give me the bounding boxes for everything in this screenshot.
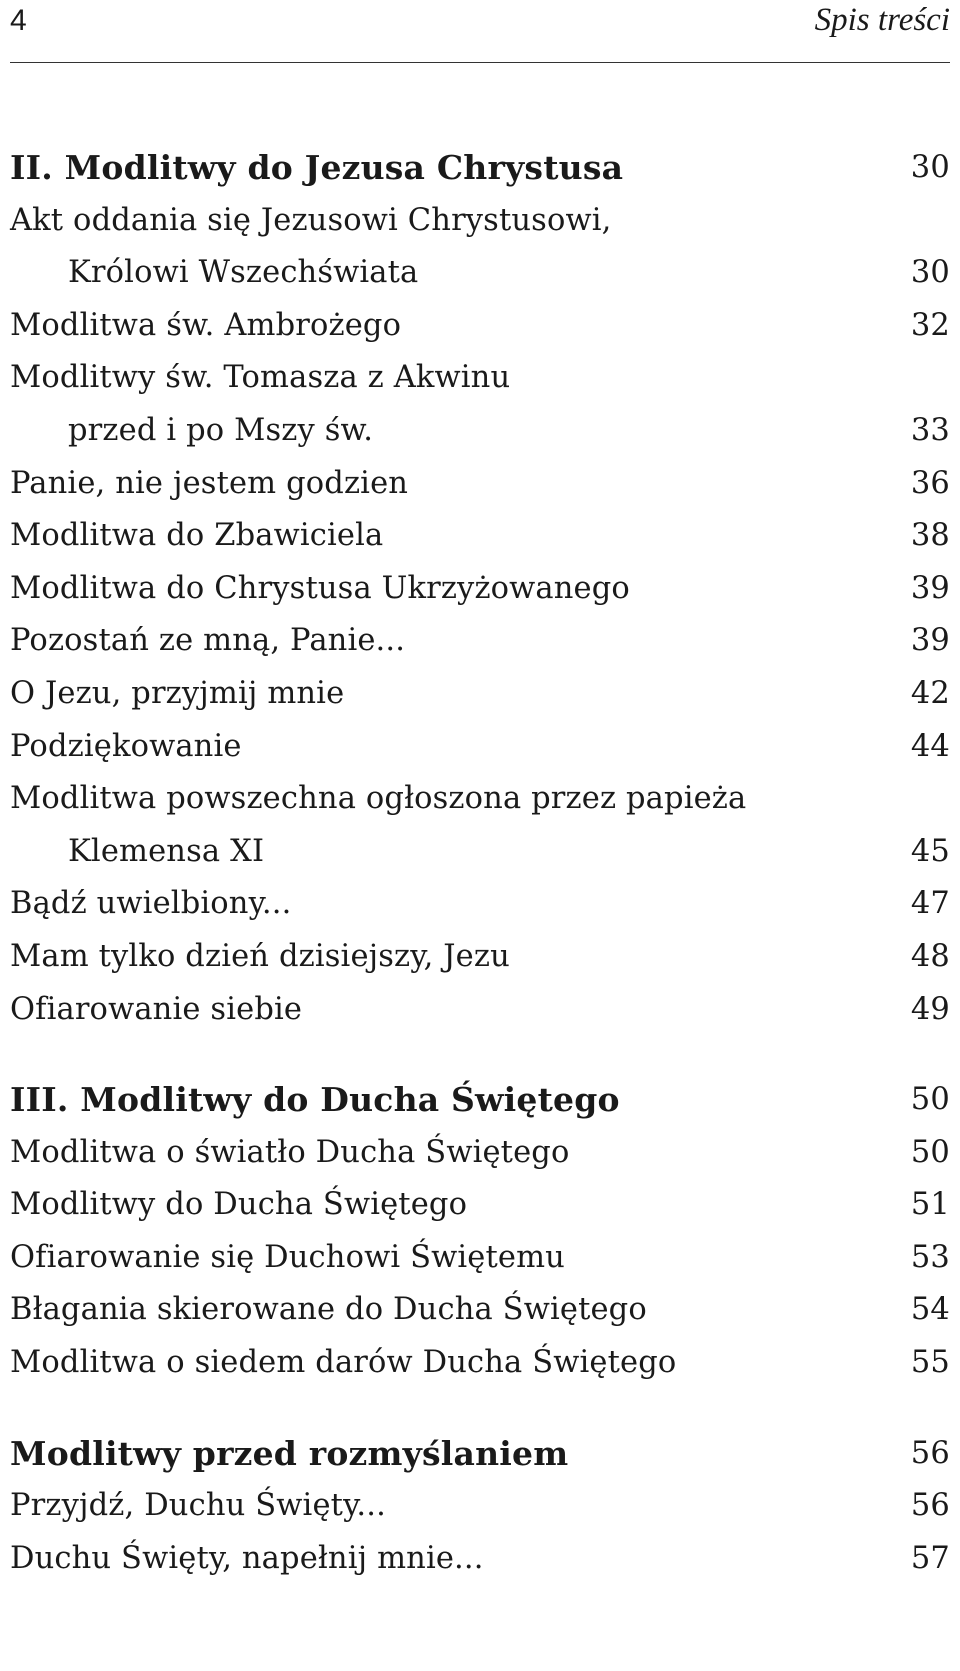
- toc-entry-page: 36: [910, 465, 950, 501]
- toc-entry-title: Królowi Wszechświata: [68, 255, 419, 291]
- toc-entry-page: 48: [910, 938, 950, 974]
- toc-entry-title: Podziękowanie: [10, 728, 242, 764]
- toc-entry-page: 32: [910, 307, 950, 343]
- toc-entry: [10, 931, 950, 984]
- toc-entry-page: 55: [910, 1345, 950, 1381]
- section-heading-title: II. Modlitwy do Jezusa Chrystusa: [10, 148, 624, 187]
- toc-entry-page: 57: [910, 1540, 950, 1576]
- header-divider: [10, 62, 950, 63]
- toc-entry: [10, 510, 950, 563]
- toc-entry: [10, 1337, 950, 1390]
- toc-entry: [10, 1533, 950, 1586]
- toc-entry: [10, 668, 950, 721]
- section-heading-page: 56: [910, 1435, 950, 1471]
- toc-entry-title: przed i po Mszy św.: [68, 412, 374, 448]
- toc-entry-title: O Jezu, przyjmij mnie: [10, 675, 345, 711]
- toc-section: [10, 1074, 950, 1390]
- toc-entry: [10, 563, 950, 616]
- toc-entry-title: Ofiarowanie siebie: [10, 991, 303, 1027]
- toc-entry-title: Modlitwa o siedem darów Ducha Świętego: [10, 1345, 677, 1381]
- toc-entry: [10, 615, 950, 668]
- toc-entry-title: Bądź uwielbiony...: [10, 886, 292, 922]
- section-heading: [10, 1428, 950, 1481]
- toc-entry-page: 54: [910, 1292, 950, 1328]
- toc-entry-title: Ofiarowanie się Duchowi Świętemu: [10, 1239, 565, 1275]
- toc-entry-page: 45: [910, 833, 950, 869]
- toc-entry-title: Błagania skierowane do Ducha Świętego: [10, 1292, 647, 1328]
- toc-entry-page: 33: [910, 412, 950, 448]
- toc-entry: [10, 878, 950, 931]
- section-heading: [10, 142, 950, 195]
- toc-entry-page: 39: [910, 623, 950, 659]
- toc-entry-title: Modlitwa powszechna ogłoszona przez papieża: [10, 781, 747, 817]
- toc-entry-page: 49: [910, 991, 950, 1027]
- toc-entry-page: 44: [910, 728, 950, 764]
- toc-entry: [10, 1127, 950, 1180]
- toc-entry-continuation: [10, 405, 950, 458]
- toc-entry: [10, 300, 950, 353]
- toc-entry-page: 51: [910, 1187, 950, 1223]
- toc-entry-title: Przyjdź, Duchu Święty...: [10, 1488, 386, 1524]
- toc-entry: [10, 773, 950, 826]
- running-title: Spis treści: [814, 2, 950, 38]
- toc-entry-page: 39: [910, 570, 950, 606]
- toc-entry-title: Modlitwy św. Tomasza z Akwinu: [10, 360, 511, 396]
- toc-entry: [10, 1284, 950, 1337]
- toc-entry-title: Mam tylko dzień dzisiejszy, Jezu: [10, 938, 510, 974]
- toc-entry: [10, 721, 950, 774]
- toc-entry-page: 42: [910, 675, 950, 711]
- toc-entry-title: Klemensa XI: [68, 833, 265, 869]
- toc-entry: [10, 458, 950, 511]
- toc-entry-continuation: [10, 247, 950, 300]
- section-heading-page: 50: [910, 1082, 950, 1118]
- toc-entry-title: Modlitwa o światło Ducha Świętego: [10, 1134, 570, 1170]
- toc-section: [10, 142, 950, 1036]
- toc-entry-page: 53: [910, 1239, 950, 1275]
- toc-entry-title: Modlitwa św. Ambrożego: [10, 307, 402, 343]
- toc-entry-title: Modlitwy do Ducha Świętego: [10, 1187, 468, 1223]
- toc-entry-title: Panie, nie jestem godzien: [10, 465, 409, 501]
- toc-entry-continuation: [10, 826, 950, 879]
- page-number: 4: [10, 4, 27, 37]
- toc-entry: [10, 1480, 950, 1533]
- section-heading-page: 30: [910, 150, 950, 185]
- toc-entry-title: Duchu Święty, napełnij mnie...: [10, 1540, 484, 1576]
- toc-entry: [10, 1179, 950, 1232]
- page-header: [10, 0, 950, 60]
- section-heading-title: III. Modlitwy do Ducha Świętego: [10, 1080, 620, 1120]
- toc-section: [10, 1428, 950, 1586]
- toc-entry: [10, 195, 950, 248]
- toc-entry: [10, 352, 950, 405]
- toc-entry: [10, 1232, 950, 1285]
- toc-entry: [10, 984, 950, 1037]
- toc-entry-page: 56: [910, 1488, 950, 1524]
- toc-entry-page: 50: [910, 1134, 950, 1170]
- toc-entry-title: Modlitwa do Zbawiciela: [10, 518, 384, 554]
- section-heading: [10, 1074, 950, 1127]
- toc-entry-title: Modlitwa do Chrystusa Ukrzyżowanego: [10, 570, 630, 606]
- section-heading-title: Modlitwy przed rozmyślaniem: [10, 1433, 569, 1473]
- table-of-contents: [10, 142, 950, 1623]
- toc-entry-title: Akt oddania się Jezusowi Chrystusowi,: [10, 202, 612, 238]
- toc-entry-page: 30: [910, 255, 950, 291]
- toc-entry-page: 38: [910, 518, 950, 554]
- toc-entry-title: Pozostań ze mną, Panie...: [10, 623, 406, 659]
- toc-entry-page: 47: [910, 886, 950, 922]
